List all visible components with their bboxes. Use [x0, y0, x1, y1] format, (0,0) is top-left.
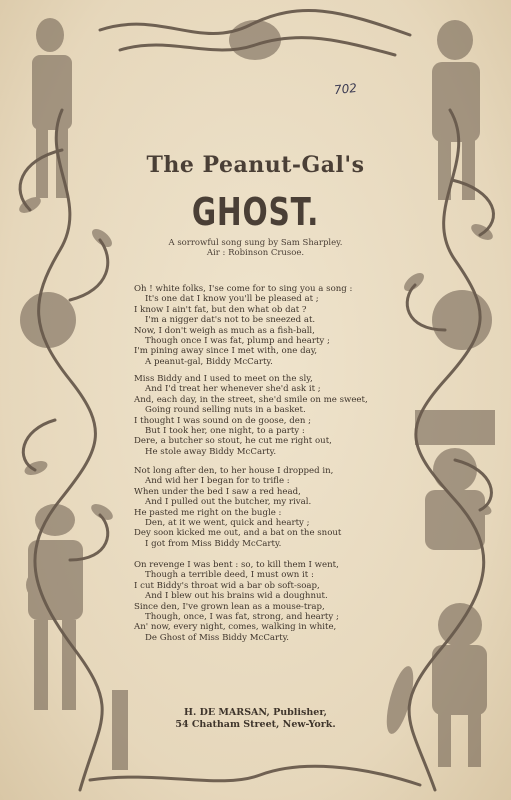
- lyric-line: It's one dat I know you'll be pleased at ;: [145, 294, 319, 305]
- publisher-address: 54 Chatham Street, New-York.: [175, 719, 336, 730]
- stanza: [134, 284, 374, 367]
- subtitle-line-2: Air : Robinson Crusoe.: [206, 248, 305, 258]
- lyric-line: Dey soon kicked me out, and a bat on the snout: [134, 528, 342, 539]
- lyric-line: I'm pining away since I met with, one day,: [134, 346, 318, 357]
- lyric-line: I know I ain't fat, but den what ob dat ?: [134, 304, 307, 315]
- lyric-line: I cut Biddy's throat wid a bar ob soft-soap,: [134, 580, 320, 591]
- lyric-line: And, each day, in the street, she'd smile on me sweet,: [134, 394, 368, 405]
- lyric-line: Though once I was fat, plump and hearty ;: [145, 336, 330, 347]
- lyric-line: An' now, every night, comes, walking in white,: [134, 622, 337, 633]
- lyric-line: Den, at it we went, quick and hearty ;: [145, 518, 310, 529]
- lyric-line: Going round selling nuts in a basket.: [145, 405, 306, 416]
- subtitle: [118, 238, 393, 258]
- lyric-line: A peanut-gal, Biddy McCarty.: [145, 356, 273, 367]
- lyric-line: On revenge I was bent : so, to kill them I went,: [134, 560, 339, 570]
- handwritten-number: 702: [333, 80, 358, 98]
- lyric-line: And I blew out his brains wid a doughnut.: [145, 591, 328, 602]
- lyric-line: I thought I was sound on de goose, den ;: [134, 415, 311, 426]
- lyric-line: Dere, a butcher so stout, he cut me right out,: [134, 436, 332, 447]
- lyric-line: De Ghost of Miss Biddy McCarty.: [145, 632, 290, 643]
- lyric-line: Now, I don't weigh as much as a fish-ball,: [134, 325, 315, 336]
- lyric-line: But I took her, one night, to a party :: [145, 426, 305, 437]
- subtitle-line-1: A sorrowful song sung by Sam Sharpley.: [168, 238, 343, 248]
- lyric-line: He stole away Biddy McCarty.: [145, 446, 277, 457]
- lyric-line: He pasted me right on the bugle :: [134, 507, 282, 518]
- lyric-line: And wid her I began for to trifle :: [145, 476, 290, 487]
- stanza: [134, 374, 374, 457]
- lyric-line: When under the bed I saw a red head,: [134, 486, 301, 497]
- lyric-line: Miss Biddy and I used to meet on the sly,: [134, 374, 313, 384]
- lyric-line: Oh ! white folks, I'se come for to sing you a song :: [134, 284, 353, 294]
- lyric-line: And I pulled out the butcher, my rival.: [145, 497, 312, 508]
- lyric-line: I got from Miss Biddy McCarty.: [145, 538, 282, 549]
- publisher-imprint: [118, 707, 393, 731]
- title-line-1: The Peanut-Gal's: [146, 152, 365, 178]
- lyric-line: Since den, I've grown lean as a mouse-trap,: [134, 601, 325, 612]
- lyric-line: Though, once, I was fat, strong, and hearty ;: [145, 612, 339, 623]
- stanza: [134, 466, 374, 549]
- publisher-name: H. DE MARSAN, Publisher,: [184, 707, 327, 718]
- lyric-line: Not long after den, to her house I dropped in,: [134, 466, 334, 476]
- lyric-line: I'm a nigger dat's not to be sneezed at.: [145, 315, 316, 326]
- stanza: [134, 560, 374, 643]
- lyric-line: Though a terrible deed, I must own it :: [145, 570, 314, 581]
- title-line-2: GHOST.: [191, 190, 320, 234]
- lyric-line: And I'd treat her whenever she'd ask it ;: [145, 384, 321, 395]
